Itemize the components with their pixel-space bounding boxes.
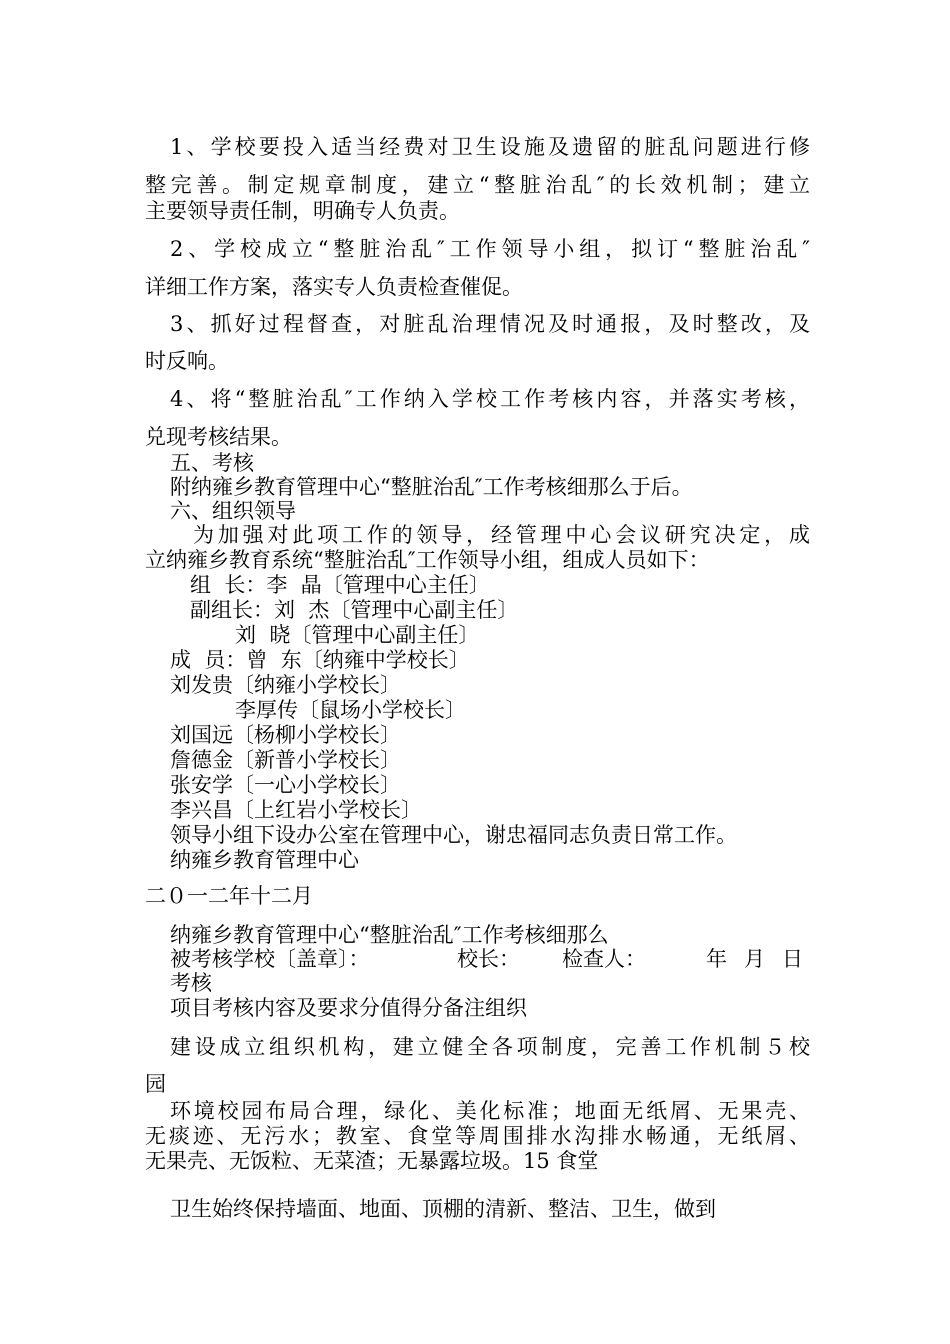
table-row-2-line-2: 无痰迹、无污水；教室、食堂等周围排水沟排水畅通，无纸屑、 xyxy=(145,1124,810,1148)
assessment-label: 考核 xyxy=(170,971,212,995)
para-3-line-1: 3、抓好过程督查，对脏乱治理情况及时通报，及时整改，及 xyxy=(170,312,810,336)
group-leader: 组 长：李 晶〔管理中心主任〕 xyxy=(190,573,490,597)
group-member-5: 詹德金〔新普小学校长〕 xyxy=(170,748,401,772)
para-4-line-1: 4、将“整脏治乱″工作纳入学校工作考核内容，并落实考核， xyxy=(170,387,810,411)
group-member-1: 成 员：曾 东〔纳雍中学校长〕 xyxy=(170,648,470,672)
para-4-line-2: 兑现考核结果。 xyxy=(145,425,292,449)
group-member-4: 刘国远〔杨柳小学校长〕 xyxy=(170,723,401,747)
para-2-line-1: 2、学校成立“整脏治乱″工作领导小组，拟订“整脏治乱″ xyxy=(170,237,810,261)
section-6-line-1: 为加强对此项工作的领导，经管理中心会议研究决定，成 xyxy=(193,523,810,547)
group-member-3: 李厚传〔鼠场小学校长〕 xyxy=(235,698,466,722)
organization-signature: 纳雍乡教育管理中心 xyxy=(170,848,359,872)
document-date: 二０一二年十二月 xyxy=(145,884,313,908)
table-row-1-line-2: 园 xyxy=(145,1072,166,1096)
section-6-line-2: 立纳雍乡教育系统“整脏治乱″工作领导小组，组成人员如下： xyxy=(145,548,710,572)
para-1-line-1: 1、学校要投入适当经费对卫生设施及遗留的脏乱问题进行修 xyxy=(170,135,810,159)
principal-label: 校长： xyxy=(457,947,520,971)
group-member-2: 刘发贵〔纳雍小学校长〕 xyxy=(170,673,401,697)
year-label: 年 xyxy=(706,947,727,971)
table-row-1-line-1: 建设成立组织机构，建立健全各项制度，完善工作机制５校 xyxy=(170,1035,810,1059)
section-5-text: 附纳雍乡教育管理中心“整脏治乱″工作考核细那么于后。 xyxy=(170,475,693,499)
school-stamp-label: 被考核学校〔盖章〕： xyxy=(170,947,370,971)
para-1-line-2: 整完善。制定规章制度，建立“整脏治乱″的长效机制；建立 xyxy=(145,173,810,197)
table-header-row: 项目考核内容及要求分值得分备注组织 xyxy=(170,996,527,1020)
section-5-heading: 五、考核 xyxy=(170,451,254,475)
month-label: 月 xyxy=(744,947,765,971)
para-3-line-2: 时反响。 xyxy=(145,349,229,373)
table-row-2-line-1: 环境校园布局合理，绿化、美化标准；地面无纸屑、无果壳、 xyxy=(170,1099,810,1123)
day-label: 日 xyxy=(782,947,803,971)
office-note: 领导小组下设办公室在管理中心，谢忠福同志负责日常工作。 xyxy=(170,823,737,847)
inspector-label: 检查人： xyxy=(562,947,646,971)
section-6-heading: 六、组织领导 xyxy=(170,499,296,523)
para-2-line-2: 详细工作方案，落实专人负责检查催促。 xyxy=(145,275,523,299)
group-member-7: 李兴昌〔上红岩小学校长〕 xyxy=(170,798,422,822)
table-row-3-line-1: 卫生始终保持墙面、地面、顶棚的清新、整洁、卫生，做到 xyxy=(170,1197,716,1221)
group-vice-leader-1: 副组长：刘 杰〔管理中心副主任〕 xyxy=(190,598,519,622)
para-1-line-3: 主要领导责任制，明确专人负责。 xyxy=(145,199,460,223)
table-title: 纳雍乡教育管理中心“整脏治乱″工作考核细那么 xyxy=(170,923,609,947)
group-member-6: 张安学〔一心小学校长〕 xyxy=(170,773,401,797)
table-row-2-line-3: 无果壳、无饭粒、无菜渣；无暴露垃圾。15 食堂 xyxy=(145,1149,599,1173)
group-vice-leader-2: 刘 晓〔管理中心副主任〕 xyxy=(235,623,480,647)
